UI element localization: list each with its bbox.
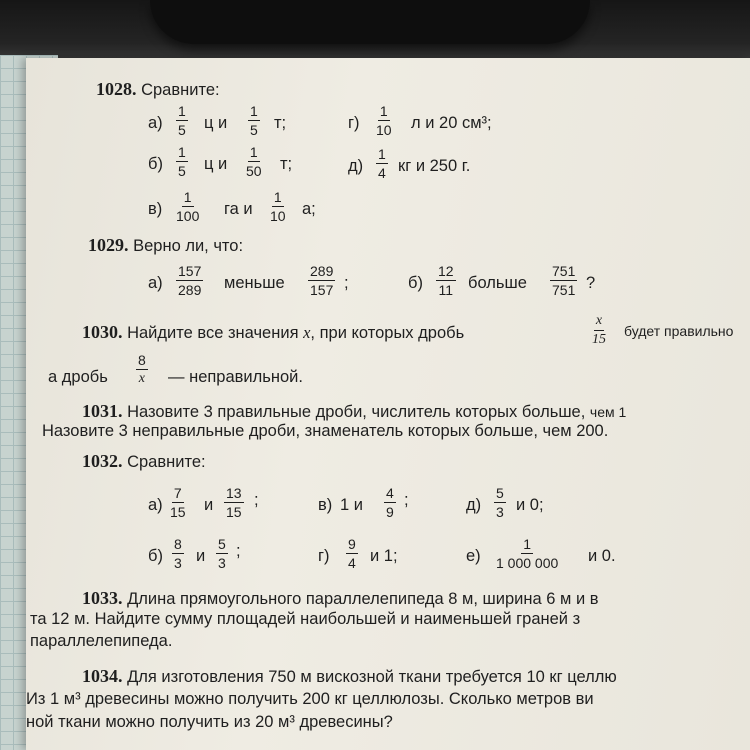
fraction: 289 157 xyxy=(310,263,334,298)
problem-1032-header xyxy=(82,452,206,471)
fraction: 157 289 xyxy=(178,263,202,298)
fraction: 1 10 xyxy=(270,189,286,224)
problem-1028-header xyxy=(96,80,220,99)
problem-1034-line2: Из 1 м³ древесины можно получить 200 кг целлюлозы. Сколько метров ви xyxy=(26,690,594,708)
item-label: а) xyxy=(148,274,163,292)
fraction: 1 5 xyxy=(178,103,186,138)
item-text: и 1; xyxy=(370,547,398,565)
fraction: 1 4 xyxy=(378,146,386,181)
fraction: 13 15 xyxy=(226,485,242,520)
problem-number: 1033. xyxy=(82,588,123,608)
fraction: 1 5 xyxy=(250,103,258,138)
fraction-8-over-x: 8 x xyxy=(138,352,146,386)
item-label: д) xyxy=(466,496,482,514)
problem-1033-line3: параллелепипеда. xyxy=(30,632,173,650)
item-text: га и xyxy=(224,200,253,218)
fraction: 4 9 xyxy=(386,485,394,520)
item-label: в) xyxy=(318,496,333,514)
problem-1034-line1: 1034. Для изготовления 750 м вискозной ткани требуется 10 кг целлю xyxy=(82,666,617,686)
problem-1033-line1: 1033. Длина прямоугольного параллелепипеда 8 м, ширина 6 м и в xyxy=(82,588,599,608)
item-text: и xyxy=(196,547,206,565)
item-text: л и 20 см³; xyxy=(411,114,492,132)
problem-1033-line2: та 12 м. Найдите сумму площадей наибольшей и наименьшей граней з xyxy=(30,610,581,628)
item-text: ; xyxy=(236,542,241,560)
item-text: и 0. xyxy=(588,547,616,565)
item-text: ; xyxy=(254,491,259,509)
item-text: — неправильной. xyxy=(168,368,303,386)
problem-title: Сравните: xyxy=(141,81,220,99)
problem-title: Верно ли, что: xyxy=(133,237,244,255)
bag-zipper-shadow xyxy=(150,0,590,44)
item-text: меньше xyxy=(224,274,285,292)
fraction: 7 15 xyxy=(170,485,186,520)
item-label: д) xyxy=(348,157,364,175)
item-text: и xyxy=(204,496,214,514)
item-label: а) xyxy=(148,496,163,514)
fraction-x-over-15: x 15 xyxy=(592,313,606,347)
item-text: а; xyxy=(302,200,316,218)
item-text: ц и xyxy=(204,114,228,132)
problem-1029-header xyxy=(88,236,243,255)
item-text: а дробь xyxy=(48,368,108,386)
problem-1031-line2: Назовите 3 неправильные дроби, знаменатель которых больше, чем 200. xyxy=(42,422,609,440)
fraction: 9 4 xyxy=(348,536,356,571)
fraction: 1 5 xyxy=(178,144,186,179)
item-label: в) xyxy=(148,200,163,218)
problem-number: 1032. xyxy=(82,451,123,471)
problem-number: 1028. xyxy=(96,79,137,99)
fraction: 1 10 xyxy=(376,103,392,138)
item-text: кг и 250 г. xyxy=(398,157,471,175)
problem-1034-line3: ной ткани можно получить из 20 м³ древесины? xyxy=(26,713,393,731)
item-label: б) xyxy=(148,547,163,565)
fraction: 1 1 000 000 xyxy=(496,536,559,571)
item-label: г) xyxy=(348,114,360,132)
item-label: б) xyxy=(148,155,163,173)
item-text: т; xyxy=(280,155,293,173)
item-text: ? xyxy=(586,274,596,292)
item-text: ц и xyxy=(204,155,228,173)
textbook-page xyxy=(26,58,750,750)
fraction: 751 751 xyxy=(552,263,576,298)
problem-number: 1029. xyxy=(88,235,129,255)
variable-x: x xyxy=(303,323,311,342)
problem-number: 1031. xyxy=(82,401,123,421)
black-bag-background xyxy=(0,0,750,62)
item-text: будет правильно xyxy=(624,323,734,339)
item-text: ; xyxy=(404,491,409,509)
fraction: 8 3 xyxy=(174,536,182,571)
item-text: и 0; xyxy=(516,496,544,514)
problem-number: 1030. xyxy=(82,322,123,342)
problem-1031-line1: 1031. Назовите 3 правильные дроби, числитель которых больше, чем 1 xyxy=(82,401,627,421)
item-label: г) xyxy=(318,547,330,565)
fraction: 5 3 xyxy=(496,485,504,520)
item-label: а) xyxy=(148,114,163,132)
item-text: больше xyxy=(468,274,527,292)
fraction: 1 50 xyxy=(246,144,262,179)
fraction: 12 11 xyxy=(438,263,454,298)
fraction: 5 3 xyxy=(218,536,226,571)
item-label: б) xyxy=(408,274,423,292)
item-text: 1 и xyxy=(340,496,363,514)
item-label: е) xyxy=(466,547,481,565)
problem-title: Сравните: xyxy=(127,453,206,471)
item-text: ; xyxy=(344,274,349,292)
fraction: 1 100 xyxy=(176,189,200,224)
problem-number: 1034. xyxy=(82,666,123,686)
item-text: т; xyxy=(274,114,287,132)
problem-1030-line1: 1030. Найдите все значения x, при которых дробь xyxy=(82,322,465,342)
